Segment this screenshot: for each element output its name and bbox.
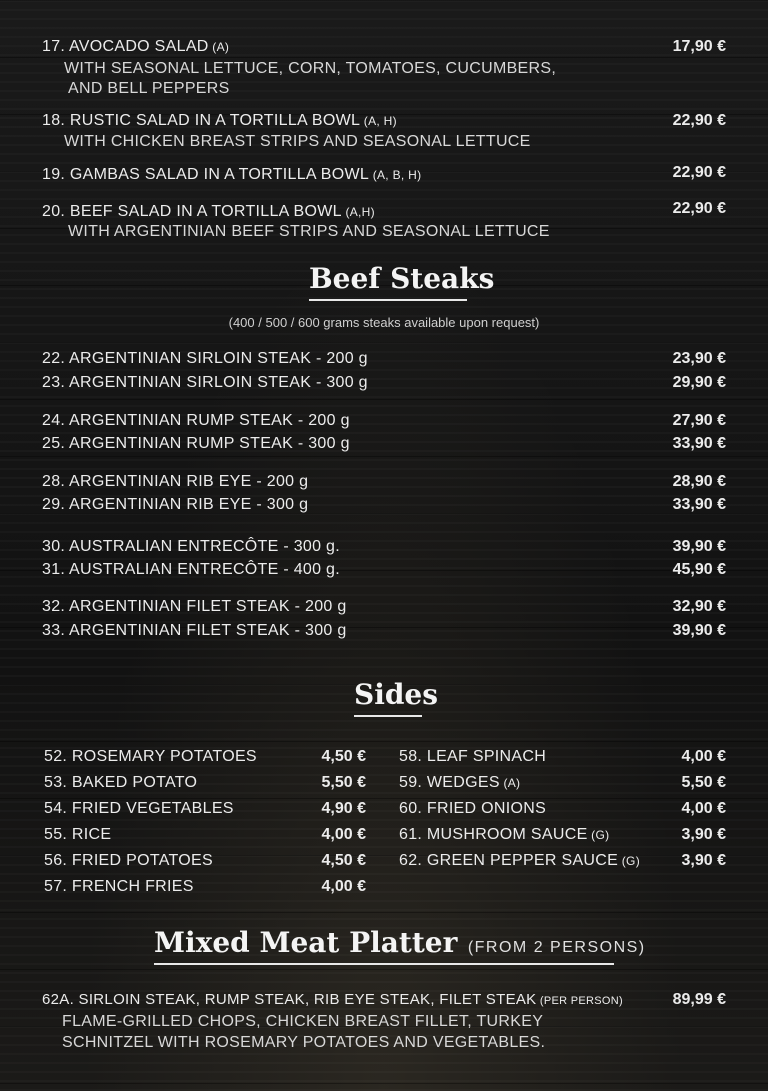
allergen-tag: (A, H) [360,114,397,128]
beef-steaks-note: (400 / 500 / 600 grams steaks available upon request) [228,315,540,330]
side-name-text: 55. RICE [44,826,112,843]
side-item-price: 4,50 € [321,852,366,869]
beef-steak-price: 39,90 € [672,538,726,555]
side-item-price: 3,90 € [681,852,726,869]
side-item-price: 4,00 € [321,826,366,843]
beef-steak-name: 32. ARGENTINIAN FILET STEAK - 200 g [42,598,347,615]
beef-steak-price: 45,90 € [672,561,726,578]
salad-18-price: 22,90 € [672,112,726,129]
side-name-text: 52. ROSEMARY POTATOES [44,748,257,765]
per-person-tag: (PER PERSON) [536,995,623,1007]
side-item-name [44,878,194,896]
side-name-text: 57. FRENCH FRIES [44,878,194,895]
beef-steak-name: 28. ARGENTINIAN RIB EYE - 200 g [42,473,309,490]
beef-steak-name: 30. AUSTRALIAN ENTRECÔTE - 300 g. [42,538,340,555]
side-item-price: 4,00 € [681,800,726,817]
item-name: 62A. SIRLOIN STEAK, RUMP STEAK, RIB EYE STEAK, FILET STEAK [42,991,537,1008]
item-name: 18. RUSTIC SALAD IN A TORTILLA BOWL [42,112,361,129]
salad-19-name [42,166,421,184]
side-item-name [44,852,213,870]
beef-steak-name: 24. ARGENTINIAN RUMP STEAK - 200 g [42,412,350,429]
allergen-tag: (A) [499,776,521,790]
salad-18-name [42,112,397,130]
beef-steak-price: 32,90 € [672,598,726,615]
allergen-tag: (G) [587,828,610,842]
side-item-name [399,748,546,766]
side-item-name [44,748,257,766]
side-item-name [399,800,546,818]
salad-20-name [42,203,375,221]
allergen-tag: (G) [618,854,640,868]
item-name: 19. GAMBAS SALAD IN A TORTILLA BOWL [42,166,370,183]
side-item-name [44,774,197,792]
beef-steak-price: 27,90 € [672,412,726,429]
platter-price: 89,99 € [672,991,726,1008]
platter-title: Mixed Meat Platter [154,926,458,959]
sides-heading: Sides [354,678,422,717]
side-item-price: 5,50 € [321,774,366,791]
platter-desc-1: FLAME-GRILLED CHOPS, CHICKEN BREAST FILLET, TURKEY [62,1013,544,1030]
side-name-text: 53. BAKED POTATO [44,774,198,791]
allergen-tag: (A,H) [341,205,375,219]
side-item-price: 4,00 € [321,878,366,895]
salad-17-desc-1: WITH SEASONAL LETTUCE, CORN, TOMATOES, CUCUMBERS, [64,60,557,77]
side-item-price: 3,90 € [681,826,726,843]
platter-name [42,991,623,1008]
allergen-tag: (A, B, H) [369,168,422,182]
beef-steaks-heading: Beef Steaks [309,262,467,301]
side-item-name [44,800,234,818]
side-name-text: 60. FRIED ONIONS [399,800,547,817]
platter-heading [154,926,646,965]
beef-steak-name: 31. AUSTRALIAN ENTRECÔTE - 400 g. [42,561,340,578]
salad-20-price: 22,90 € [672,200,726,217]
beef-steak-name: 29. ARGENTINIAN RIB EYE - 300 g [42,496,309,513]
side-item-price: 4,90 € [321,800,366,817]
side-name-text: 61. MUSHROOM SAUCE [399,826,588,843]
platter-desc-2: SCHNITZEL WITH ROSEMARY POTATOES AND VEGETABLES. [62,1034,546,1051]
beef-steak-name: 33. ARGENTINIAN FILET STEAK - 300 g [42,622,347,639]
side-name-text: 62. GREEN PEPPER SAUCE [399,852,619,869]
salad-18-desc-1: WITH CHICKEN BREAST STRIPS AND SEASONAL LETTUCE [64,133,531,150]
side-name-text: 58. LEAF SPINACH [399,748,547,765]
beef-steak-name: 22. ARGENTINIAN SIRLOIN STEAK - 200 g [42,350,368,367]
salad-20-desc-1: WITH ARGENTINIAN BEEF STRIPS AND SEASONAL LETTUCE [68,223,550,240]
salad-19-price: 22,90 € [672,164,726,181]
side-name-text: 54. FRIED VEGETABLES [44,800,234,817]
beef-steak-name: 25. ARGENTINIAN RUMP STEAK - 300 g [42,435,350,452]
side-name-text: 56. FRIED POTATOES [44,852,213,869]
beef-steak-price: 33,90 € [672,435,726,452]
beef-steak-price: 28,90 € [672,473,726,490]
beef-steak-name: 23. ARGENTINIAN SIRLOIN STEAK - 300 g [42,374,368,391]
allergen-tag: (A) [208,40,230,54]
beef-steak-price: 29,90 € [672,374,726,391]
item-name: 20. BEEF SALAD IN A TORTILLA BOWL [42,203,342,220]
beef-steak-price: 33,90 € [672,496,726,513]
salad-17-desc-2: AND BELL PEPPERS [68,80,230,97]
platter-subtitle: (FROM 2 PERSONS) [467,939,646,956]
salad-17-name [42,38,229,56]
salad-17-price: 17,90 € [672,38,726,55]
side-item-price: 4,50 € [321,748,366,765]
side-item-name [399,826,609,844]
side-item-name [399,852,640,870]
side-item-price: 5,50 € [681,774,726,791]
side-name-text: 59. WEDGES [399,774,500,791]
side-item-price: 4,00 € [681,748,726,765]
side-item-name [44,826,111,844]
item-name: 17. AVOCADO SALAD [42,38,209,55]
side-item-name [399,774,520,792]
beef-steak-price: 23,90 € [672,350,726,367]
beef-steak-price: 39,90 € [672,622,726,639]
